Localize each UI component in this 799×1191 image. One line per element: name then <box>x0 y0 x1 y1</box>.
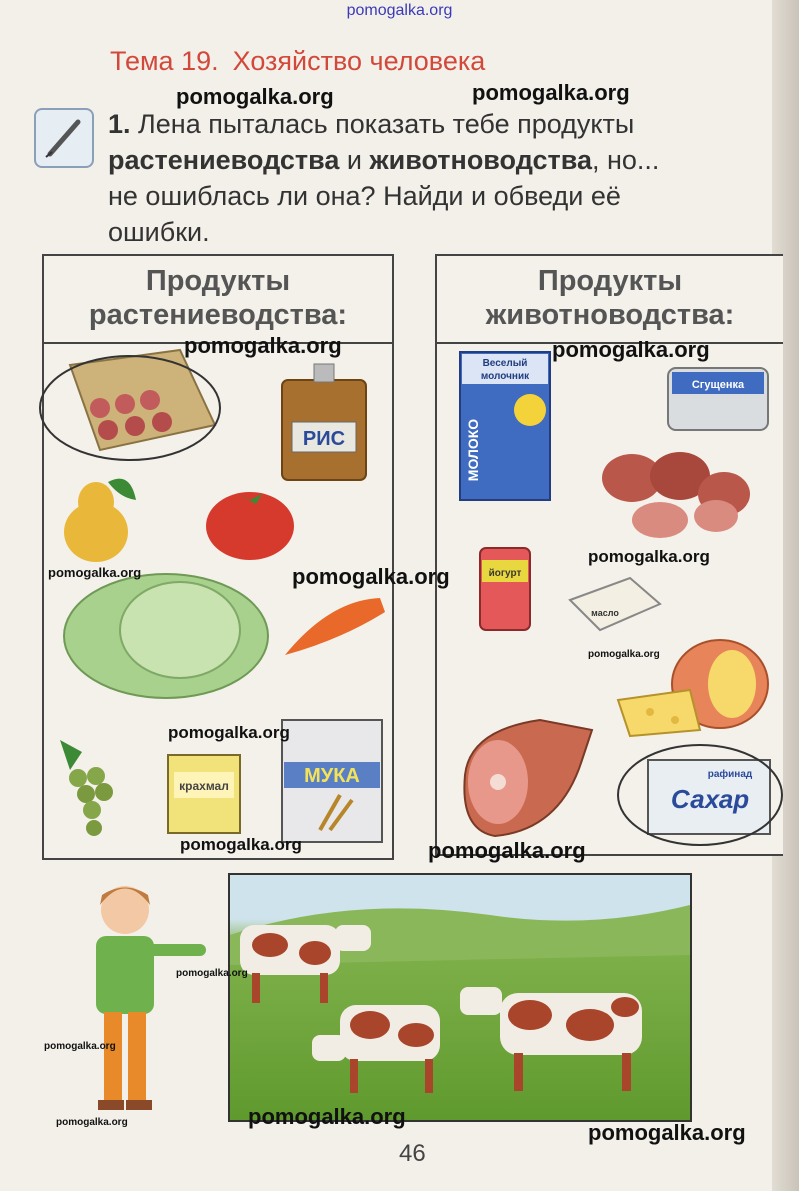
animal-title-line-2: животноводства: <box>485 299 735 331</box>
watermark: pomogalka.org <box>428 838 586 863</box>
girl-image <box>96 886 200 1110</box>
ham-image <box>464 720 592 836</box>
task-bold-animal: животноводства <box>369 145 592 175</box>
watermark: pomogalka.org <box>176 968 248 979</box>
flour-label: МУКА <box>304 765 360 787</box>
eggs-image <box>70 350 215 450</box>
plant-title-line-1: Продукты <box>145 265 291 297</box>
cow-image <box>240 925 371 1003</box>
watermark: pomogalka.org <box>588 1120 746 1145</box>
condensed-milk-image <box>668 368 768 430</box>
rice-label: РИС <box>302 428 346 450</box>
task-line-1: Лена пыталась показать тебе продукты <box>138 109 635 139</box>
watermark: pomogalka.org <box>588 547 710 566</box>
sausages-image <box>602 452 750 538</box>
cabbage-image <box>64 574 268 698</box>
watermark: pomogalka.org <box>588 649 660 660</box>
watermark: pomogalka.org <box>184 333 342 358</box>
watermark: pomogalka.org <box>56 1117 128 1128</box>
task-bold-plant: растениеводства <box>108 145 340 175</box>
watermark: pomogalka.org <box>48 565 142 580</box>
sugar-top-label: рафинад <box>707 769 753 780</box>
flour-box-image <box>282 720 382 842</box>
watermark: pomogalka.org <box>472 80 630 105</box>
cow-image <box>312 1005 440 1093</box>
sugar-box-image <box>648 760 770 834</box>
rice-jar-image <box>282 364 366 480</box>
page-number: 46 <box>399 1140 426 1167</box>
pear-image <box>64 479 136 562</box>
starch-label: крахмал <box>179 779 229 793</box>
task-number: 1. <box>108 109 131 139</box>
yogurt-image <box>480 548 530 630</box>
topic-number: Тема 19. <box>110 46 219 76</box>
starch-box-image <box>168 755 240 833</box>
sugar-label: Сахар <box>670 784 750 814</box>
milk-brand-1: Веселый <box>482 358 528 369</box>
task-line-2-end: , но... <box>591 145 660 175</box>
plant-title-line-2: растениеводства: <box>88 299 348 331</box>
watermark: pomogalka.org <box>292 564 450 589</box>
watermark: pomogalka.org <box>176 84 334 109</box>
task-line-4: ошибки. <box>108 217 210 247</box>
grapes-image <box>60 740 113 836</box>
carrot-image <box>285 598 385 655</box>
task-line-3: не ошиблась ли она? Найди и обведи её <box>108 181 621 211</box>
watermark: pomogalka.org <box>44 1041 116 1052</box>
yogurt-label: йогурт <box>488 568 522 579</box>
animal-title-line-1: Продукты <box>537 265 683 297</box>
watermark: pomogalka.org <box>180 835 302 854</box>
condensed-label: Сгущенка <box>691 379 745 391</box>
watermark: pomogalka.org <box>552 337 710 362</box>
milk-carton-image <box>460 352 550 500</box>
topic-title: Хозяйство человека <box>232 46 486 76</box>
cow-image <box>460 987 642 1091</box>
cows-pasture-image <box>228 873 692 1122</box>
watermark: pomogalka.org <box>248 1104 406 1129</box>
butter-image <box>570 578 660 630</box>
milk-brand-2: молочник <box>480 371 530 382</box>
watermark: pomogalka.org <box>168 723 290 742</box>
butter-label: масло <box>591 608 619 618</box>
milk-label: МОЛОКО <box>465 418 481 482</box>
task-and: и <box>346 145 362 175</box>
site-header-link[interactable]: pomogalka.org <box>346 2 453 19</box>
tomato-image <box>206 492 294 560</box>
